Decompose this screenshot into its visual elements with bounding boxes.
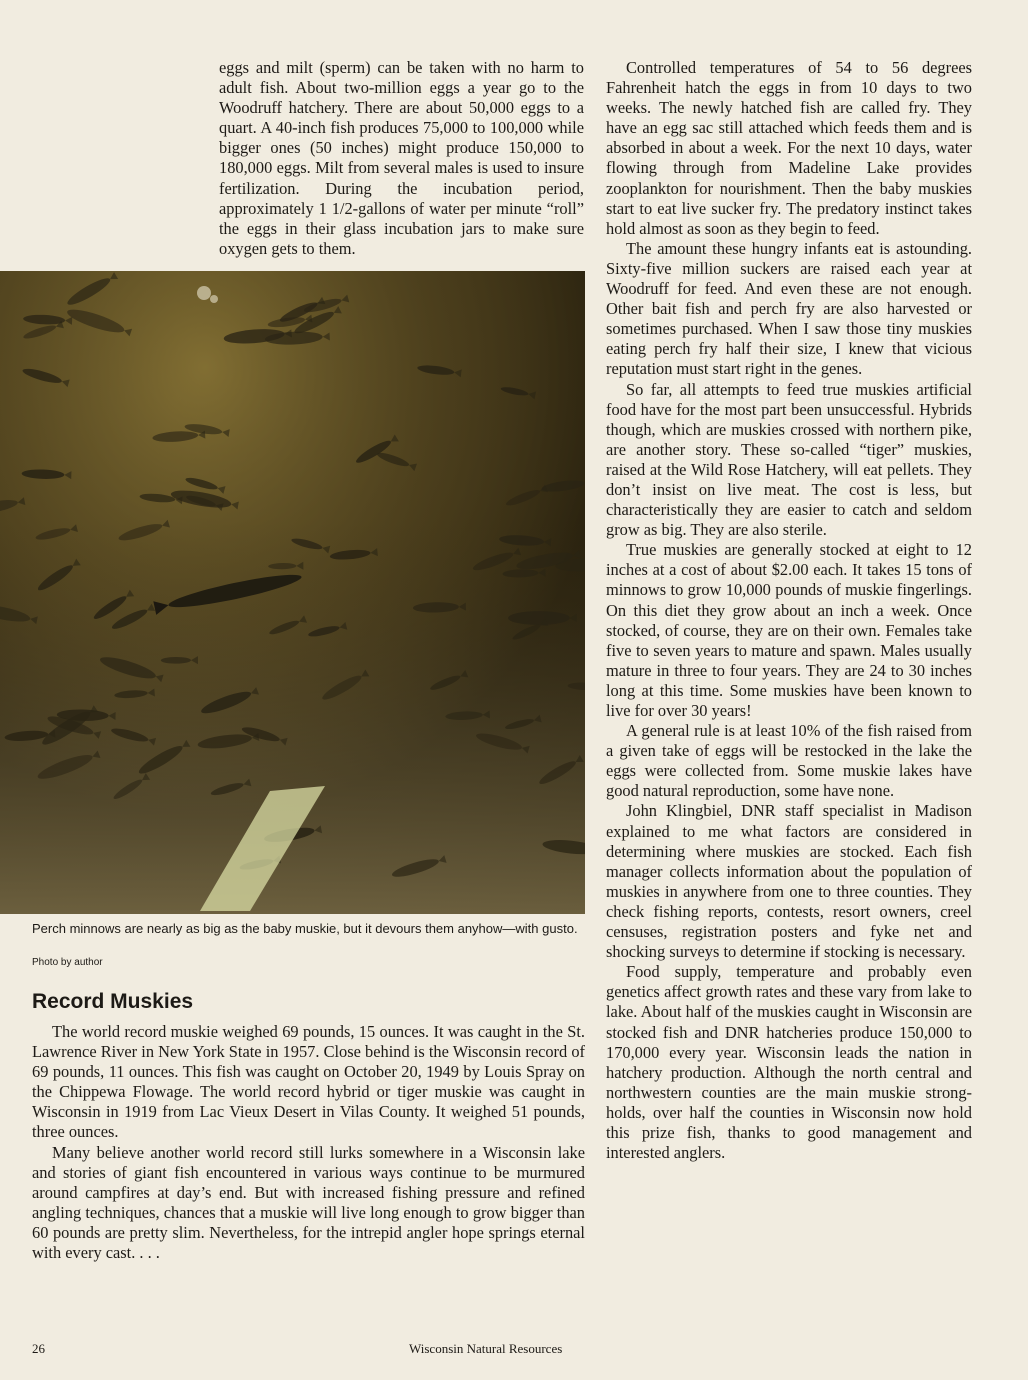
paragraph: eggs and milt (sperm) can be taken with no harm to adult fish. About two-million eggs a year go to the Woodruff hatchery. There are about 50,000 eggs to a quart. A 40-inch fish produces 75,000 to 100,000 while bigger ones (50 inches) might produce 150,000 to 180,000 eggs. Milt from several males is used to insure fertilization. During the incubation period, approximately 1 1/2-gallons of water per minute “roll” the eggs in their glass incubation jars to make sure oxygen gets to them. xyxy=(219,58,584,258)
paragraph: Food supply, temperature and probably even genetics affect growth rates and these vary from lake to lake. About half of the muskies caught in Wisconsin are stocked fish and DNR hatcheries produce 150,000 to 170,000 every year. Wisconsin leads the nation in hatchery production. Although the north central and northwestern counties are the main muskie strong-holds, over half the counties in Wisconsin now hold this prize fish, thanks to good management and interested anglers. xyxy=(606,962,972,1163)
paragraph: A general rule is at least 10% of the fish raised from a given take of eggs will be restocked in the lake the eggs were collected from. Some muskie lakes have good natural reproduction, some have none. xyxy=(606,721,972,801)
paragraph: John Klingbiel, DNR staff specialist in Madison explained to me what factors are considered in determining where muskies are stocked. Each fish manager collects information about the population of muskies in anywhere from one to three counties. They check fishing reports, contests, resort owners, creel censuses, registration posters and fyke net and shocking surveys to determine if stocking is necessary. xyxy=(606,801,972,962)
publication-title: Wisconsin Natural Resources xyxy=(409,1341,563,1356)
paragraph: Controlled temperatures of 54 to 56 degrees Fahrenheit hatch the eggs in from 10 days to two weeks. The newly hatched fish are called fry. They have an egg sac still attached which feeds them and is absorbed in about a week. For the next 10 days, water flowing through from Madeline Lake provides zooplankton for nourishment. Then the baby muskies start to eat live sucker fry. The predatory instinct takes hold almost as soon as they begin to feed. xyxy=(606,58,972,238)
paragraph: Many believe another world record still lurks somewhere in a Wisconsin lake and stories of giant fish encountered in various ways continue to be murmured around campfires at day’s end. But with increased fishing pressure and refined angling techniques, chances that a muskie will live long enough to grow bigger than 60 pounds are pretty slim. Nevertheless, for the intrepid angler hope springs eternal with every cast. . . . xyxy=(32,1142,585,1263)
section-heading: Record Muskies xyxy=(32,990,194,1013)
article-column-top-left xyxy=(219,58,584,259)
page-number: 26 xyxy=(32,1341,45,1356)
article-column-bottom-left xyxy=(32,1022,585,1263)
photo-credit: Photo by author xyxy=(32,957,103,968)
air-bubble xyxy=(197,286,211,300)
photo-caption: Perch minnows are nearly as big as the baby muskie, but it devours them anyhow—with gusto. xyxy=(32,921,578,936)
paragraph: So far, all attempts to feed true muskies artificial food have for the most part been unsuccessful. Hybrids though, which are muskies crossed with northern pike, are another story. These so-called “tiger” muskies, raised at the Wild Rose Hatchery, will eat pellets. They don’t insist on live meat. The cost is less, but characteristically they are easier to catch and seldom grow as big. They are also sterile. xyxy=(606,379,972,540)
air-bubble xyxy=(210,295,218,303)
paragraph: The world record muskie weighed 69 pounds, 15 ounces. It was caught in the St. Lawrence River in New York State in 1957. Close behind is the Wisconsin record of 69 pounds, 11 ounces. This fish was caught on October 20, 1949 by Louis Spray on the Chippewa Flowage. The world record hybrid or tiger muskie was caught in Wisconsin in 1919 from Lac Vieux Desert in Vilas County. It weighed 51 pounds, three ounces. xyxy=(32,1022,585,1142)
paragraph: The amount these hungry infants eat is astounding. Sixty-five million suckers are raised each year at Woodruff for feed. And even these are not enough. Other bait fish and perch fry are also harvested or sometimes purchased. When I saw those tiny muskies eating perch fry half their size, I knew that vicious reputation must start right in the genes. xyxy=(606,238,972,379)
photo-perch-minnows xyxy=(0,271,585,914)
article-column-right xyxy=(606,58,972,1163)
paragraph: True muskies are generally stocked at eight to 12 inches at a cost of about $2.00 each. It takes 15 tons of minnows to grow 10,000 pounds of muskie fingerlings. On this diet they grow about an inch a week. Once stocked, of course, they are on their own. Females take five to seven years to mature and spawn. Males usually mature in three to four years. They are 24 to 30 inches long at this time. Some muskies have been known to live for over 30 years! xyxy=(606,540,972,720)
